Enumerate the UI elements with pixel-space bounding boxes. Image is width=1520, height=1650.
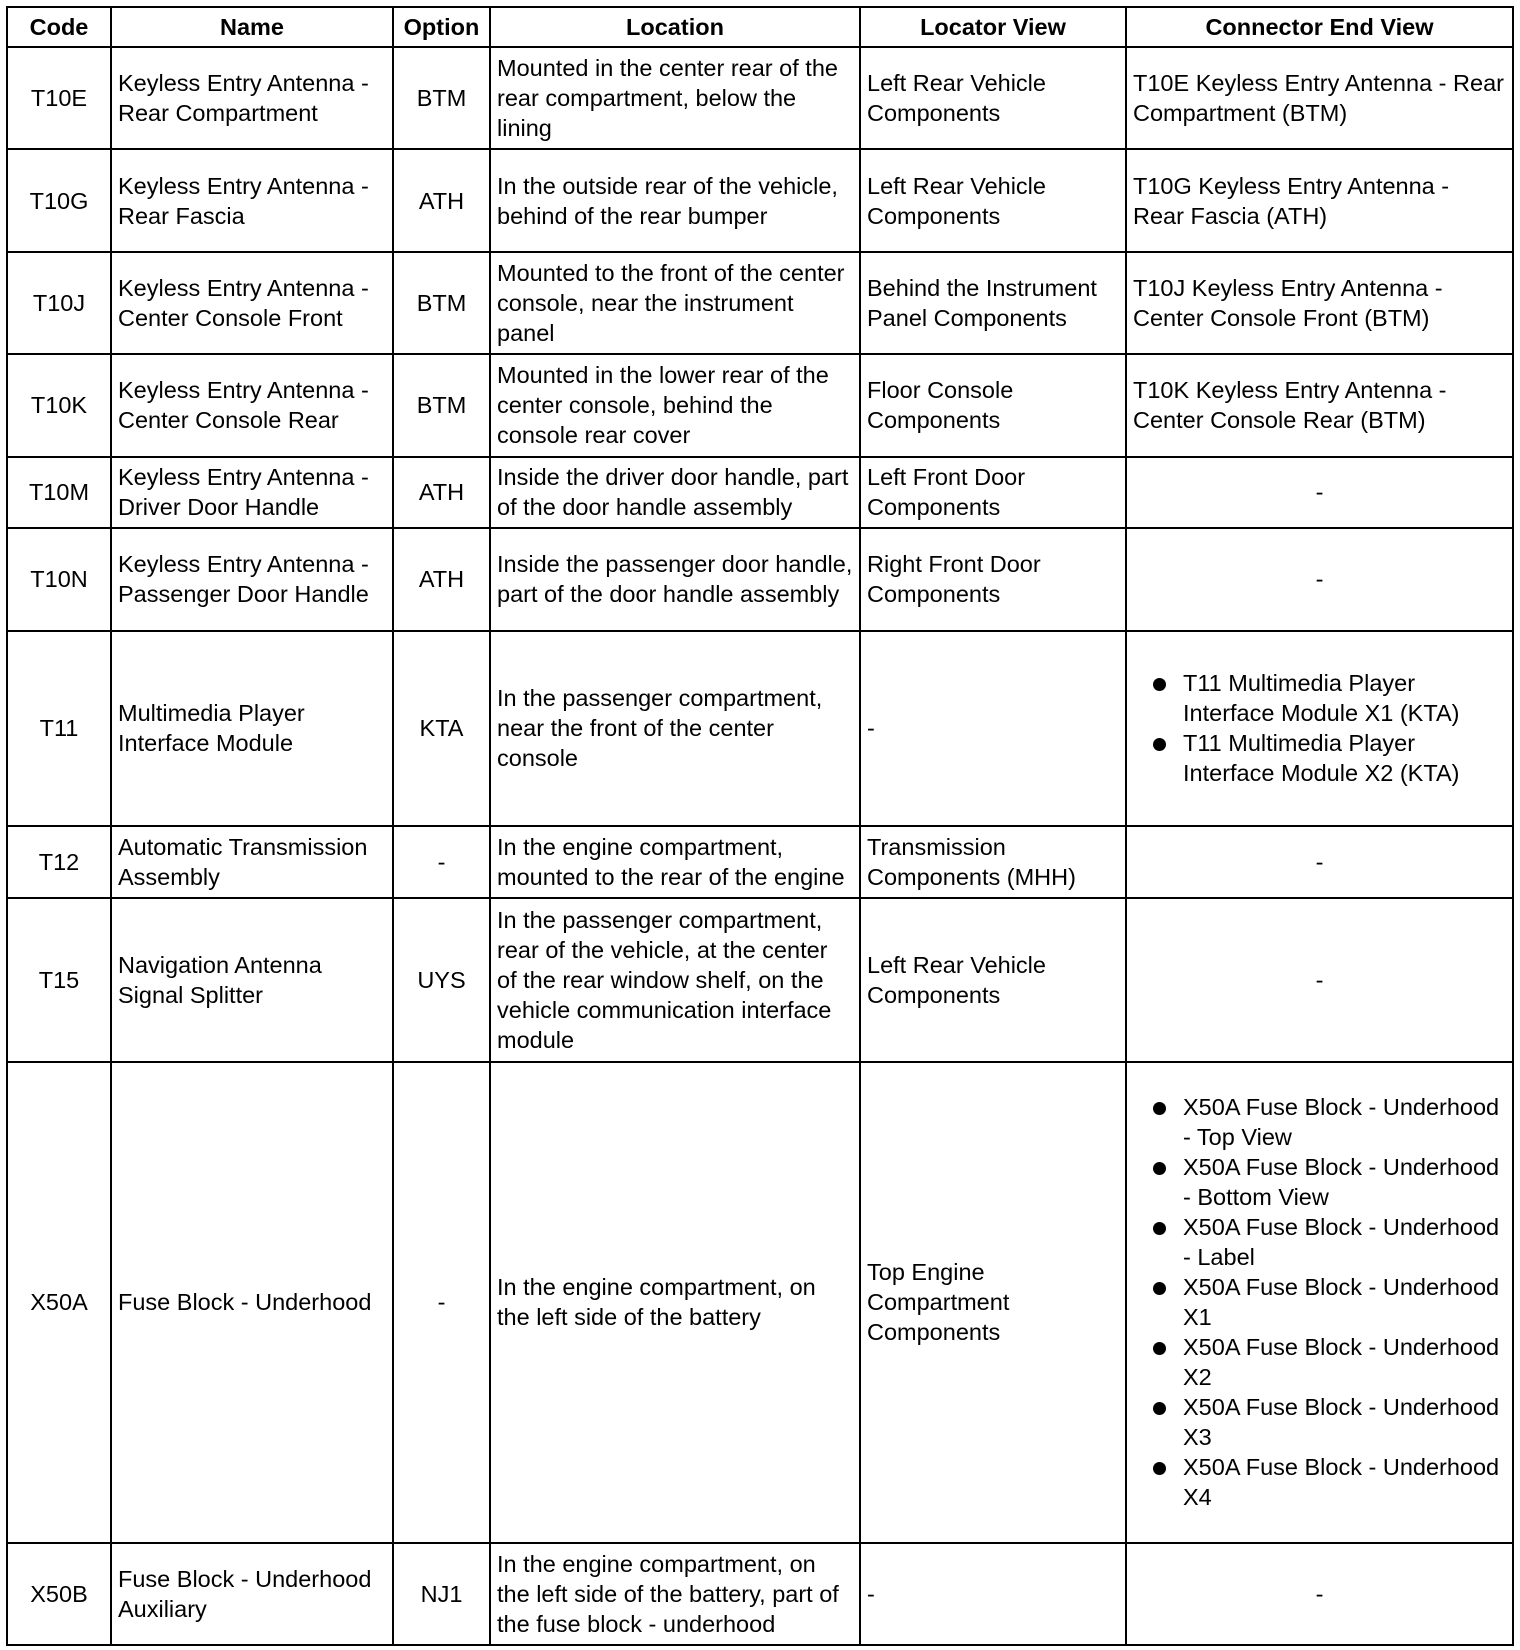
cell-code: X50A: [7, 1062, 111, 1542]
cell-code: T10E: [7, 47, 111, 149]
cell-code: T10K: [7, 354, 111, 456]
table-row: [7, 252, 1513, 354]
cell-connector-end-view: -: [1126, 826, 1513, 898]
cell-location: In the passenger compartment, near the front of the center console: [490, 631, 860, 826]
cell-option: KTA: [393, 631, 490, 826]
cell-name: Navigation Antenna Signal Splitter: [111, 898, 393, 1063]
cell-connector-end-view[interactable]: T10E Keyless Entry Antenna - Rear Compartment (BTM): [1126, 47, 1513, 149]
header-code: Code: [7, 7, 111, 47]
connector-list-item[interactable]: X50A Fuse Block - Underhood X4: [1133, 1452, 1506, 1512]
cell-code: T10N: [7, 528, 111, 630]
table-row: [7, 631, 1513, 826]
connector-list: [1133, 668, 1506, 788]
table-row: [7, 149, 1513, 251]
cell-location: Inside the driver door handle, part of the door handle assembly: [490, 457, 860, 529]
cell-code: T10M: [7, 457, 111, 529]
connector-list-item[interactable]: X50A Fuse Block - Underhood - Label: [1133, 1212, 1506, 1272]
cell-locator-view: -: [860, 631, 1126, 826]
cell-name: Keyless Entry Antenna - Rear Compartment: [111, 47, 393, 149]
connector-list-item[interactable]: T11 Multimedia Player Interface Module X1 (KTA): [1133, 668, 1506, 728]
cell-code: T10J: [7, 252, 111, 354]
connector-list: [1133, 1092, 1506, 1512]
cell-locator-view[interactable]: Left Rear Vehicle Components: [860, 47, 1126, 149]
cell-connector-end-view: -: [1126, 1543, 1513, 1645]
cell-locator-view[interactable]: Transmission Components (MHH): [860, 826, 1126, 898]
table-row: [7, 457, 1513, 529]
cell-code: T11: [7, 631, 111, 826]
cell-name: Keyless Entry Antenna - Rear Fascia: [111, 149, 393, 251]
cell-name: Keyless Entry Antenna - Driver Door Handle: [111, 457, 393, 529]
header-location: Location: [490, 7, 860, 47]
cell-option: BTM: [393, 252, 490, 354]
header-locator-view: Locator View: [860, 7, 1126, 47]
cell-option: BTM: [393, 47, 490, 149]
cell-location: Inside the passenger door handle, part of the door handle assembly: [490, 528, 860, 630]
cell-location: In the outside rear of the vehicle, behind of the rear bumper: [490, 149, 860, 251]
table-row: [7, 528, 1513, 630]
cell-option: -: [393, 1062, 490, 1542]
cell-option: NJ1: [393, 1543, 490, 1645]
cell-location: Mounted to the front of the center console, near the instrument panel: [490, 252, 860, 354]
cell-connector-end-view: [1126, 1062, 1513, 1542]
cell-locator-view[interactable]: Left Rear Vehicle Components: [860, 149, 1126, 251]
cell-location: In the passenger compartment, rear of the vehicle, at the center of the rear window shelf, on the vehicle communication interface module: [490, 898, 860, 1063]
cell-option: UYS: [393, 898, 490, 1063]
table-row: [7, 1062, 1513, 1542]
cell-code: X50B: [7, 1543, 111, 1645]
cell-name: Keyless Entry Antenna - Center Console Front: [111, 252, 393, 354]
connector-list-item[interactable]: T11 Multimedia Player Interface Module X2 (KTA): [1133, 728, 1506, 788]
header-option: Option: [393, 7, 490, 47]
connector-list-item[interactable]: X50A Fuse Block - Underhood X2: [1133, 1332, 1506, 1392]
cell-name: Keyless Entry Antenna - Passenger Door Handle: [111, 528, 393, 630]
cell-option: ATH: [393, 528, 490, 630]
cell-connector-end-view[interactable]: T10G Keyless Entry Antenna - Rear Fascia (ATH): [1126, 149, 1513, 251]
cell-locator-view: -: [860, 1543, 1126, 1645]
header-connector-end-view: Connector End View: [1126, 7, 1513, 47]
cell-name: Fuse Block - Underhood: [111, 1062, 393, 1542]
cell-connector-end-view: [1126, 631, 1513, 826]
cell-location: Mounted in the center rear of the rear compartment, below the lining: [490, 47, 860, 149]
connector-list-item[interactable]: X50A Fuse Block - Underhood - Top View: [1133, 1092, 1506, 1152]
cell-option: ATH: [393, 149, 490, 251]
component-locator-table: [6, 6, 1514, 1646]
table-row: [7, 1543, 1513, 1645]
cell-code: T12: [7, 826, 111, 898]
cell-location: In the engine compartment, on the left side of the battery, part of the fuse block - underhood: [490, 1543, 860, 1645]
connector-list-item[interactable]: X50A Fuse Block - Underhood X3: [1133, 1392, 1506, 1452]
header-row: [7, 7, 1513, 47]
cell-connector-end-view[interactable]: T10J Keyless Entry Antenna - Center Console Front (BTM): [1126, 252, 1513, 354]
cell-connector-end-view[interactable]: T10K Keyless Entry Antenna - Center Console Rear (BTM): [1126, 354, 1513, 456]
cell-option: ATH: [393, 457, 490, 529]
cell-name: Multimedia Player Interface Module: [111, 631, 393, 826]
table-body: [7, 47, 1513, 1645]
cell-option: -: [393, 826, 490, 898]
cell-location: Mounted in the lower rear of the center console, behind the console rear cover: [490, 354, 860, 456]
table-row: [7, 47, 1513, 149]
cell-code: T15: [7, 898, 111, 1063]
cell-connector-end-view: -: [1126, 898, 1513, 1063]
connector-list-item[interactable]: X50A Fuse Block - Underhood - Bottom View: [1133, 1152, 1506, 1212]
cell-name: Automatic Transmission Assembly: [111, 826, 393, 898]
cell-name: Keyless Entry Antenna - Center Console Rear: [111, 354, 393, 456]
table-row: [7, 354, 1513, 456]
cell-locator-view[interactable]: Behind the Instrument Panel Components: [860, 252, 1126, 354]
cell-option: BTM: [393, 354, 490, 456]
header-name: Name: [111, 7, 393, 47]
cell-locator-view[interactable]: Floor Console Components: [860, 354, 1126, 456]
cell-name: Fuse Block - Underhood Auxiliary: [111, 1543, 393, 1645]
cell-connector-end-view: -: [1126, 528, 1513, 630]
cell-locator-view[interactable]: Left Front Door Components: [860, 457, 1126, 529]
table-header: [7, 7, 1513, 47]
cell-locator-view[interactable]: Top Engine Compartment Components: [860, 1062, 1126, 1542]
cell-code: T10G: [7, 149, 111, 251]
cell-locator-view[interactable]: Left Rear Vehicle Components: [860, 898, 1126, 1063]
table-row: [7, 898, 1513, 1063]
cell-location: In the engine compartment, mounted to the rear of the engine: [490, 826, 860, 898]
cell-locator-view[interactable]: Right Front Door Components: [860, 528, 1126, 630]
cell-location: In the engine compartment, on the left side of the battery: [490, 1062, 860, 1542]
cell-connector-end-view: -: [1126, 457, 1513, 529]
table-row: [7, 826, 1513, 898]
connector-list-item[interactable]: X50A Fuse Block - Underhood X1: [1133, 1272, 1506, 1332]
